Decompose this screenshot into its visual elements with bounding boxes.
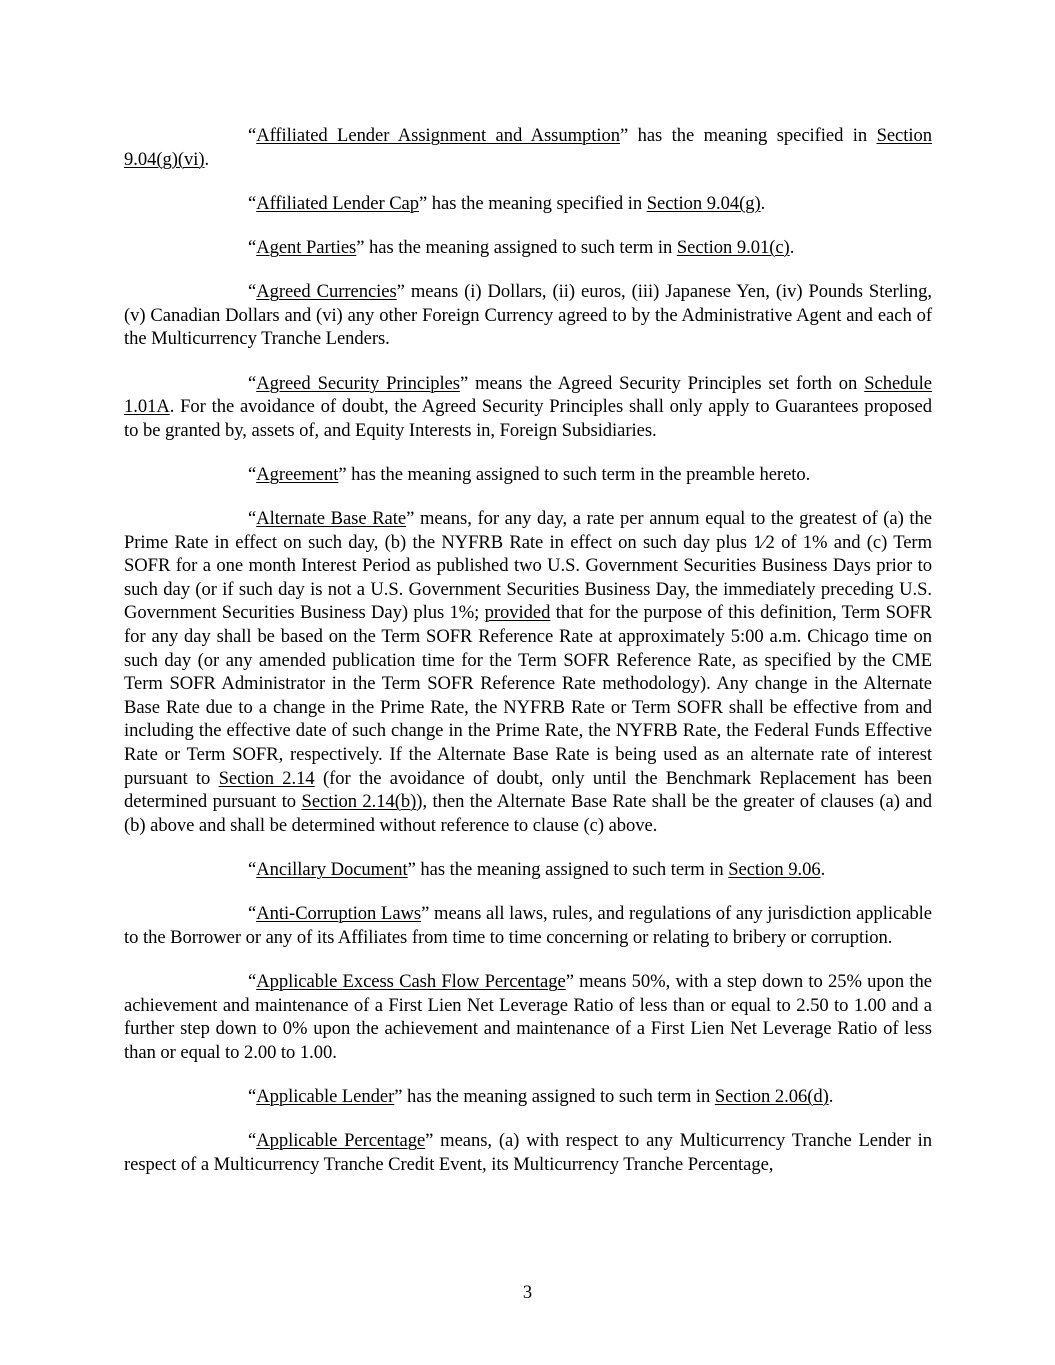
definition-paragraph: “Agent Parties” has the meaning assigned to such term in Section 9.01(c).: [248, 236, 795, 258]
document-body: [124, 124, 932, 1197]
defined-term: Affiliated Lender Assignment and Assumption: [256, 125, 620, 146]
definition-paragraph: “Anti-Corruption Laws” means all laws, rules, and regulations of any jurisdiction applicable to the Borrower or any of its Affiliates from time to time concerning or relating to bribery or corruption.: [124, 903, 932, 948]
definition-text: has the meaning assigned to such term in: [402, 1085, 715, 1107]
cross-reference: Section 2.14(b): [301, 791, 417, 813]
definition-paragraph: “Ancillary Document” has the meaning assigned to such term in Section 9.06.: [248, 859, 826, 880]
cross-reference: Section 9.04(g): [646, 192, 761, 214]
definition-text: means, (a) with respect to any Multicurrency Tranche Lender in respect of a Multicurrency Tranche Credit Event, its Multicurrency Tranche Percentage,: [124, 1130, 932, 1175]
definition-text: has the meaning specified in: [427, 192, 647, 214]
defined-term: Alternate Base Rate: [256, 508, 407, 530]
definition-text: means the Agreed Security Principles set forth on: [468, 372, 865, 394]
definition-text: .: [760, 192, 766, 214]
defined-term: Agreement: [256, 463, 339, 485]
defined-term: Anti-Corruption Laws: [256, 903, 422, 925]
definition-text: .: [789, 236, 795, 258]
defined-term: Applicable Lender: [256, 1085, 395, 1107]
definition-paragraph: “Agreed Currencies” means (i) Dollars, (ii) euros, (iii) Japanese Yen, (iv) Pounds Sterling, (v) Canadian Dollars and (vi) any other Foreign Currency agreed to by the Administrative Agent and each of the Multicurrency Tranche Lenders.: [124, 281, 932, 350]
definition-paragraph: “Affiliated Lender Cap” has the meaning specified in Section 9.04(g).: [248, 192, 766, 214]
definition-text: has the meaning specified in: [628, 125, 877, 146]
definition-paragraph: “Alternate Base Rate” means, for any day, a rate per annum equal to the greatest of (a) the Prime Rate in effect on such day, (b) the NYFRB Rate in effect on such day plus 1⁄2 of 1% and (c) Term SOFR for a one month Interest Period as published two U.S. Government Securities Business Days prior to such day (or if such day is not a U.S. Government Securities Business Day, the immediately preceding U.S. Government Securities Business Day) plus 1%; provided that for the purpose of this definition, Term SOFR for any day shall be based on the Term SOFR Reference Rate at approximately 5:00 a.m. Chicago time on such day (or any amended publication time for the Term SOFR Reference Rate, as specified by the CME Term SOFR Administrator in the Term SOFR Reference Rate methodology). Any change in the Alternate Base Rate due to a change in the Prime Rate, the NYFRB Rate or Term SOFR shall be effective from and including the effective date of such change in the Prime Rate, the NYFRB Rate, the Federal Funds Effective Rate or Term SOFR, respectively. If the Alternate Base Rate is being used as an alternate rate of interest pursuant to Section 2.14 (for the avoidance of doubt, only until the Benchmark Replacement has been determined pursuant to Section 2.14(b)), then the Alternate Base Rate shall be the greater of clauses (a) and (b) above and shall be determined without reference to clause (c) above.: [124, 508, 933, 836]
definition-text: ), then the Alternate Base Rate shall be the greater of clauses (a) and (b) above and shall be determined without reference to clause (c) above.: [124, 791, 933, 836]
definition-text: means 50%, with a step down to 25% upon the achievement and maintenance of a First Lien Net Leverage Ratio of less than or equal to 2.50 to 1.00 and a further step down to 0% upon the achievement and maintenance of a First Lien Net Leverage Ratio of less than or equal to 2.00 to 1.00.: [124, 970, 932, 1063]
definition-text: means (i) Dollars, (ii) euros, (iii) Japanese Yen, (iv) Pounds Sterling, (v) Canadian Dollars and (vi) any other Foreign Currency agreed to by the Administrative Agent and each of the Multicurrency Tranche Lenders.: [124, 281, 932, 350]
defined-term: Agreed Security Principles: [256, 372, 460, 394]
cross-reference: Section 2.14: [218, 767, 315, 789]
definition-text: means all laws, rules, and regulations of any jurisdiction applicable to the Borrower or any of its Affiliates from time to time concerning or relating to bribery or corruption.: [124, 903, 932, 948]
definitions-list: [124, 124, 932, 1176]
definition-text: .: [204, 148, 210, 170]
defined-term: Applicable Excess Cash Flow Percentage: [256, 970, 566, 992]
definition-text: has the meaning assigned to such term in: [364, 236, 677, 258]
definition-paragraph: “Applicable Lender” has the meaning assigned to such term in Section 2.06(d).: [248, 1085, 834, 1107]
defined-term: Agent Parties: [256, 236, 357, 258]
defined-term: Affiliated Lender Cap: [256, 192, 419, 214]
definition-paragraph: “Affiliated Lender Assignment and Assumption” has the meaning specified in Section 9.04(g)(vi).: [124, 125, 932, 170]
definition-text: (for the avoidance of doubt, only until the Benchmark Replacement has been determined pursuant to: [124, 767, 932, 813]
definition-text: that for the purpose of this definition, Term SOFR for any day shall be based on the Term SOFR Reference Rate at approximately 5:00 a.m. Chicago time on such day (or any amended publication time for the Term SOFR Reference Rate, as specified by the CME Term SOFR Administrator in the Term SOFR Reference Rate methodology). Any change in the Alternate Base Rate due to a change in the Prime Rate, the NYFRB Rate or Term SOFR shall be effective from and including the effective date of such change in the Prime Rate, the NYFRB Rate, the Federal Funds Effective Rate or Term SOFR, respectively. If the Alternate Base Rate is being used as an alternate rate of interest pursuant to: [124, 602, 932, 789]
cross-reference: Section 9.04(g)(vi): [124, 125, 932, 170]
definition-text: . For the avoidance of doubt, the Agreed Security Principles shall only apply to Guarantees proposed to be granted by, assets of, and Equity Interests in, Foreign Subsidiaries.: [124, 396, 932, 441]
definition-text: .: [828, 1085, 834, 1107]
definition-paragraph: “Applicable Excess Cash Flow Percentage” means 50%, with a step down to 25% upon the achievement and maintenance of a First Lien Net Leverage Ratio of less than or equal to 2.50 to 1.00 and a further step down to 0% upon the achievement and maintenance of a First Lien Net Leverage Ratio of less than or equal to 2.00 to 1.00.: [124, 970, 932, 1063]
definition-paragraph: “Agreement” has the meaning assigned to such term in the preamble hereto.: [248, 463, 811, 485]
defined-term: Agreed Currencies: [256, 281, 397, 303]
page-number: 3: [522, 1282, 533, 1303]
cross-reference: Section 2.06(d): [714, 1085, 829, 1107]
definition-text: means, for any day, a rate per annum equal to the greatest of (a) the Prime Rate in effect on such day, (b) the NYFRB Rate in effect on such day plus 1⁄2 of 1% and (c) Term SOFR for a one month Interest Period as published two U.S. Government Securities Business Days prior to such day (or if such day is not a U.S. Government Securities Business Day, the immediately preceding U.S. Government Securities Business Day) plus 1%;: [124, 508, 932, 624]
cross-reference: Schedule 1.01A: [124, 372, 932, 418]
definition-text: has the meaning assigned to such term in: [415, 859, 729, 880]
definition-paragraph: “Applicable Percentage” means, (a) with respect to any Multicurrency Tranche Lender in respect of a Multicurrency Tranche Credit Event, its Multicurrency Tranche Percentage,: [124, 1130, 932, 1175]
defined-term: Applicable Percentage: [256, 1130, 426, 1152]
cross-reference: provided: [484, 602, 551, 624]
definition-text: .: [820, 859, 826, 880]
cross-reference: Section 9.06: [728, 859, 821, 880]
definition-text: has the meaning assigned to such term in the preamble hereto.: [346, 463, 811, 485]
definition-paragraph: “Agreed Security Principles” means the Agreed Security Principles set forth on Schedule 1.01A. For the avoidance of doubt, the Agreed Security Principles shall only apply to Guarantees proposed to be granted by, assets of, and Equity Interests in, Foreign Subsidiaries.: [124, 372, 932, 441]
cross-reference: Section 9.01(c): [676, 236, 790, 258]
defined-term: Ancillary Document: [256, 859, 408, 880]
